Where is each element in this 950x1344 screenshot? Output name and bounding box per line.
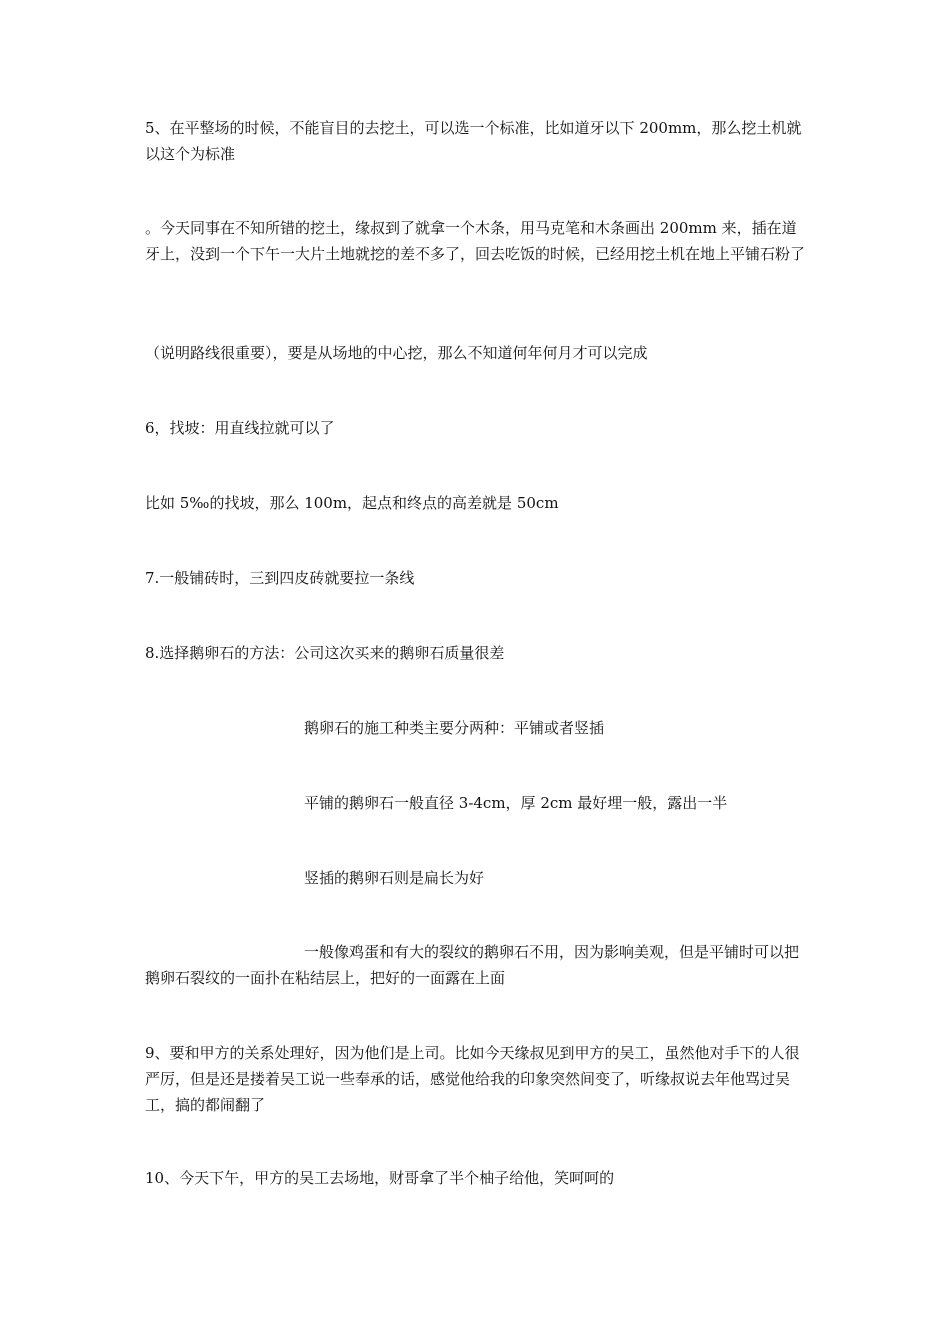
paragraph-8-pebbles: 8.选择鹅卵石的方法：公司这次买来的鹅卵石质量很差 (145, 644, 505, 662)
paragraph-5-leveling: 5、在平整场的时候，不能盲目的去挖土，可以选一个标准，比如道牙以下 200mm，那么挖土机就以这个为标准 (145, 119, 802, 163)
paragraph-7-bricks: 7.一般铺砖时，三到四皮砖就要拉一条线 (145, 569, 415, 587)
paragraph-colleague-digging: 。今天同事在不知所错的挖土，缘叔到了就拿一个木条，用马克笔和木条画出 200mm 来，插在道牙上，没到一个下午一大片土地就挖的差不多了，回去吃饭的时候，已经用挖土机在地上平铺石粉了 (145, 219, 806, 263)
paragraph-9-client-relations: 9、要和甲方的关系处理好，因为他们是上司。比如今天缘叔见到甲方的吴工，虽然他对手下的人很严厉，但是还是搂着吴工说一些奉承的话，感觉他给我的印象突然间变了，听缘叔说去年他骂过吴工，搞的都闹翻了 (145, 1044, 800, 1114)
paragraph-route-note: （说明路线很重要），要是从场地的中心挖，那么不知道何年何月才可以完成 (145, 344, 648, 362)
paragraph-slope-example: 比如 5‰的找坡，那么 100m，起点和终点的高差就是 50cm (145, 494, 559, 512)
paragraph-6-slope: 6，找坡：用直线拉就可以了 (145, 419, 335, 437)
paragraph-10-afternoon: 10、今天下午，甲方的吴工去场地，财哥拿了半个柚子给他，笑呵呵的 (145, 1169, 615, 1187)
paragraph-flat-pebbles: 平铺的鹅卵石一般直径 3-4cm，厚 2cm 最好埋一般，露出一半 (304, 794, 728, 812)
paragraph-cracked-pebbles: 一般像鸡蛋和有大的裂纹的鹅卵石不用，因为影响美观，但是平铺时可以把鹅卵石裂纹的一面扑在粘结层上，把好的一面露在上面 (145, 943, 800, 987)
paragraph-pebble-types: 鹅卵石的施工种类主要分两种：平铺或者竖插 (304, 719, 605, 737)
paragraph-vertical-pebbles: 竖插的鹅卵石则是扁长为好 (304, 869, 485, 887)
